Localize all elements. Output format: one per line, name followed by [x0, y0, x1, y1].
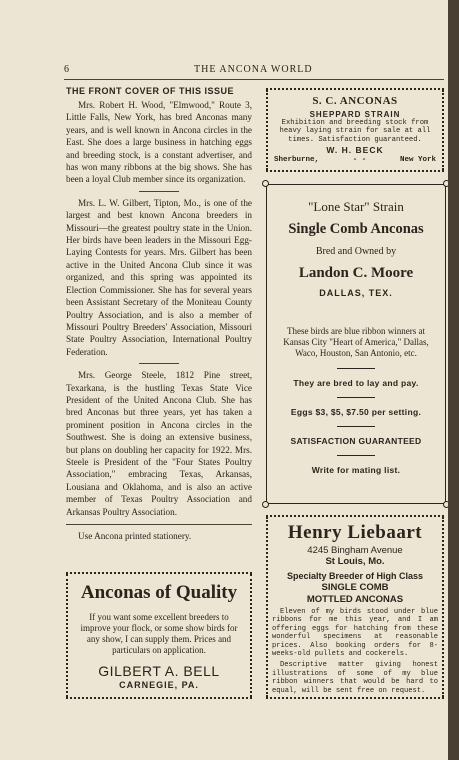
- stationery-note: Use Ancona printed stationery.: [78, 531, 192, 541]
- advertiser-city: DALLAS, TEX.: [319, 288, 393, 298]
- ad-description: Exhibition and breeding stock from heavy laying strain for sale at all times. Satisfaction guaranteed.: [279, 119, 431, 144]
- separator: [337, 397, 375, 398]
- separator-wide: [66, 524, 252, 525]
- article-paragraph-wood: Mrs. Robert H. Wood, "Elmwood," Route 3, Little Falls, New York, has bred Anconas many years, and is well known in Ancona circles in the East. She does a large business in hatching eggs and breeding stock, is a constant advertiser, and has won many ribbons at the big shows. She has been a loyal Club member since its organization.: [66, 100, 252, 185]
- advertiser-name: Landon C. Moore: [298, 265, 414, 281]
- ad-strain: "Lone Star" Strain: [308, 199, 404, 214]
- ad-beck: [266, 88, 444, 172]
- advertiser-state: New York: [399, 156, 436, 165]
- location-dashes: - -: [352, 156, 367, 165]
- advertiser-city: St Louis, Mo.: [325, 556, 385, 567]
- ad-bred-by: Bred and Owned by: [315, 246, 397, 257]
- ad-text: Descriptive matter giving honest illustrations of some of my blue ribbon winners that would be hard to equal, will be sent free on request.: [272, 661, 438, 695]
- ad-headline: Anconas of Quality: [80, 582, 238, 603]
- page-number: 6: [64, 64, 69, 75]
- ad-body: If you want some excellent breeders to improve your flock, or some show birds for any show, I can supply them. Prices and particulars on application.: [80, 612, 238, 655]
- ad-eggs: Eggs $3, $5, $7.50 per setting.: [290, 407, 422, 417]
- article-heading: THE FRONT COVER OF THIS ISSUE: [66, 86, 235, 96]
- ad-satisfaction: SATISFACTION GUARANTEED: [290, 436, 422, 446]
- ad-winners: These birds are blue ribbon winners at Kansas City "Heart of America," Dallas, Waco, Houston, San Antonio, etc.: [283, 326, 429, 358]
- advertiser-name: Henry Liebaart: [287, 522, 423, 543]
- page-header: [64, 64, 444, 78]
- ad-specialty: Specialty Breeder of High Class: [286, 571, 424, 581]
- ad-text: Eleven of my birds stood under blue ribbons for me this year, and I am offering eggs for hatching from these wonderful specimens at reasonable prices. Also booking orders for 8-weeks-old pullets and cockerels.: [272, 608, 438, 659]
- publication-title: THE ANCONA WORLD: [194, 64, 313, 75]
- ad-breed-line-1: SINGLE COMB: [321, 582, 389, 593]
- separator: [337, 426, 375, 427]
- ad-landon-moore: [266, 184, 446, 504]
- advertiser-location: [274, 156, 436, 164]
- article-paragraph-steele: Mrs. George Steele, 1812 Pine street, Texarkana, is the hustling Texas State Vice President of the United Ancona Club. She has bred Anconas but three years, yet has taken a prominent position in Ancona circles in the Southwest. She is doing an extensive business, but plans on doubling her capacity for 1922. Mrs. Steele is President of the "Four States Poultry Association," embracing Texas, Arkansas, Lousiana and Oklahoma, and is also an active member of Texas Poultry Association and Arkansas Poultry Association.: [66, 370, 252, 517]
- advertiser-town: Sherburne,: [274, 156, 320, 165]
- ad-henry-liebaart: [266, 515, 444, 699]
- advertiser-name: GILBERT A. BELL: [98, 663, 220, 679]
- separator: [337, 368, 375, 369]
- advertiser-address: 4245 Bingham Avenue: [307, 545, 403, 556]
- separator: [139, 363, 179, 364]
- advertiser-city: CARNEGIE, PA.: [119, 680, 199, 690]
- ad-lay: They are bred to lay and pay.: [293, 378, 419, 388]
- article-paragraph-gilbert: Mrs. L. W. Gilbert, Tipton, Mo., is one of the largest and best known Ancona breeders in Missouri—the greatest poultry state in the Union. Her birds have been leaders in the Missouri Egg-Laying Contests for years. Mrs. Gilbert has been active in the United Ancona Club since it was organized, and this spring was appointed its Election Commissioner. She has for several years been Assistant Secretary of the Moniteau County Poultry Association, and is also a member of Missouri Poultry Breeders' Association, Missouri State Poultry Association, International Poultry Federation.: [66, 197, 252, 357]
- book-binding-edge: [448, 0, 459, 760]
- separator: [139, 191, 179, 192]
- ad-breed: Single Comb Anconas: [288, 221, 424, 237]
- corner-ornament: [262, 501, 269, 508]
- corner-ornament: [262, 180, 269, 187]
- ad-title: S. C. ANCONAS: [312, 95, 398, 107]
- ad-strain: SHEPPARD STRAIN: [309, 110, 401, 119]
- front-cover-article: [66, 86, 252, 541]
- advertiser-name: W. H. BECK: [326, 145, 384, 156]
- ad-breed-line-2: MOTTLED ANCONAS: [306, 594, 404, 605]
- header-rule: [64, 79, 444, 80]
- ad-write: Write for mating list.: [311, 465, 401, 475]
- separator: [337, 455, 375, 456]
- ad-gilbert-bell: [66, 572, 252, 699]
